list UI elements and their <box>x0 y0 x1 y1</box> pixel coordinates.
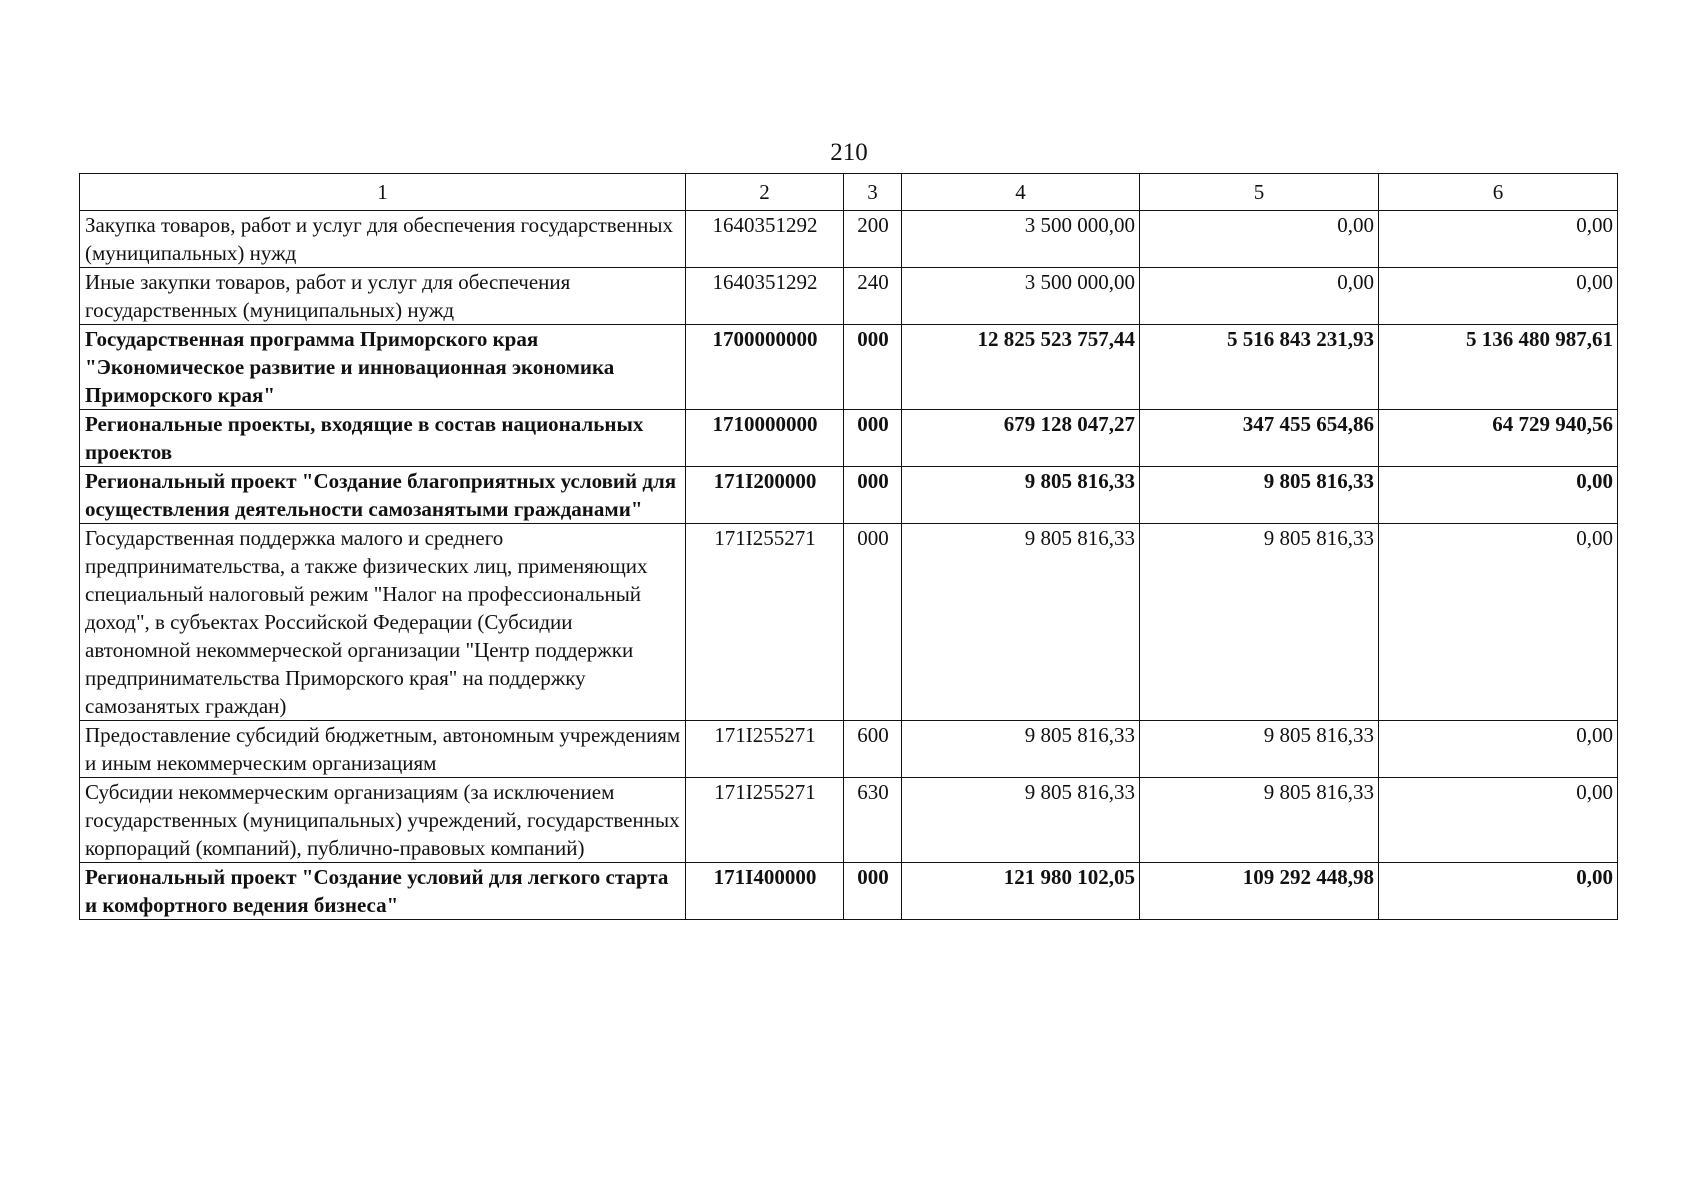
row-amount-col6: 64 729 940,56 <box>1379 410 1618 467</box>
row-type: 240 <box>844 268 902 325</box>
row-name: Государственная программа Приморского края "Экономическое развитие и инновационная экономика Приморского края" <box>80 325 686 410</box>
row-amount-col4: 9 805 816,33 <box>902 524 1140 721</box>
row-code: 171I400000 <box>686 863 844 920</box>
header-col-4: 4 <box>902 174 1140 211</box>
header-row <box>80 174 1618 211</box>
row-type: 000 <box>844 325 902 410</box>
table-row <box>80 410 1618 467</box>
row-type: 000 <box>844 467 902 524</box>
table-row <box>80 721 1618 778</box>
row-code: 171I255271 <box>686 721 844 778</box>
row-name: Иные закупки товаров, работ и услуг для обеспечения государственных (муниципальных) нужд <box>80 268 686 325</box>
row-amount-col6: 0,00 <box>1379 863 1618 920</box>
row-amount-col5: 0,00 <box>1140 268 1379 325</box>
row-amount-col4: 9 805 816,33 <box>902 778 1140 863</box>
row-code: 1710000000 <box>686 410 844 467</box>
row-amount-col4: 3 500 000,00 <box>902 211 1140 268</box>
row-type: 630 <box>844 778 902 863</box>
row-code: 1640351292 <box>686 211 844 268</box>
header-col-6: 6 <box>1379 174 1618 211</box>
row-amount-col5: 9 805 816,33 <box>1140 778 1379 863</box>
row-name: Региональный проект "Создание благоприятных условий для осуществления деятельности самозанятыми гражданами" <box>80 467 686 524</box>
row-amount-col6: 0,00 <box>1379 211 1618 268</box>
page-number: 210 <box>830 139 868 166</box>
row-amount-col5: 9 805 816,33 <box>1140 721 1379 778</box>
row-amount-col6: 0,00 <box>1379 268 1618 325</box>
row-name: Региональный проект "Создание условий для легкого старта и комфортного ведения бизнеса" <box>80 863 686 920</box>
header-col-5: 5 <box>1140 174 1379 211</box>
row-code: 1700000000 <box>686 325 844 410</box>
row-amount-col5: 109 292 448,98 <box>1140 863 1379 920</box>
row-type: 000 <box>844 524 902 721</box>
row-name: Региональные проекты, входящие в состав национальных проектов <box>80 410 686 467</box>
row-amount-col4: 3 500 000,00 <box>902 268 1140 325</box>
row-name: Субсидии некоммерческим организациям (за исключением государственных (муниципальных) учреждений, государственных корпораций (компаний), публично-правовых компаний) <box>80 778 686 863</box>
row-code: 171I255271 <box>686 778 844 863</box>
row-amount-col4: 12 825 523 757,44 <box>902 325 1140 410</box>
table-row <box>80 778 1618 863</box>
row-code: 171I255271 <box>686 524 844 721</box>
row-name: Государственная поддержка малого и среднего предпринимательства, а также физических лиц, применяющих специальный налоговый режим "Налог на профессиональный доход", в субъектах Российской Федерации (Субсидии автономной некоммерческой организации "Центр поддержки предпринимательства Приморского края" на поддержку самозанятых граждан) <box>80 524 686 721</box>
row-type: 000 <box>844 410 902 467</box>
table-row <box>80 863 1618 920</box>
row-amount-col5: 9 805 816,33 <box>1140 467 1379 524</box>
row-amount-col4: 121 980 102,05 <box>902 863 1140 920</box>
row-amount-col6: 0,00 <box>1379 721 1618 778</box>
row-amount-col5: 0,00 <box>1140 211 1379 268</box>
row-name: Предоставление субсидий бюджетным, автономным учреждениям и иным некоммерческим организациям <box>80 721 686 778</box>
header-col-1: 1 <box>80 174 686 211</box>
row-amount-col4: 679 128 047,27 <box>902 410 1140 467</box>
row-amount-col5: 9 805 816,33 <box>1140 524 1379 721</box>
table-row <box>80 325 1618 410</box>
row-amount-col6: 0,00 <box>1379 467 1618 524</box>
table-row <box>80 268 1618 325</box>
table-row <box>80 211 1618 268</box>
row-amount-col5: 347 455 654,86 <box>1140 410 1379 467</box>
row-amount-col6: 0,00 <box>1379 524 1618 721</box>
budget-table <box>79 173 1618 920</box>
header-col-3: 3 <box>844 174 902 211</box>
row-amount-col6: 0,00 <box>1379 778 1618 863</box>
row-type: 000 <box>844 863 902 920</box>
row-amount-col5: 5 516 843 231,93 <box>1140 325 1379 410</box>
row-type: 200 <box>844 211 902 268</box>
row-amount-col4: 9 805 816,33 <box>902 467 1140 524</box>
row-code: 1640351292 <box>686 268 844 325</box>
header-col-2: 2 <box>686 174 844 211</box>
table-row <box>80 524 1618 721</box>
row-amount-col6: 5 136 480 987,61 <box>1379 325 1618 410</box>
row-amount-col4: 9 805 816,33 <box>902 721 1140 778</box>
table-row <box>80 467 1618 524</box>
row-type: 600 <box>844 721 902 778</box>
row-code: 171I200000 <box>686 467 844 524</box>
row-name: Закупка товаров, работ и услуг для обеспечения государственных (муниципальных) нужд <box>80 211 686 268</box>
